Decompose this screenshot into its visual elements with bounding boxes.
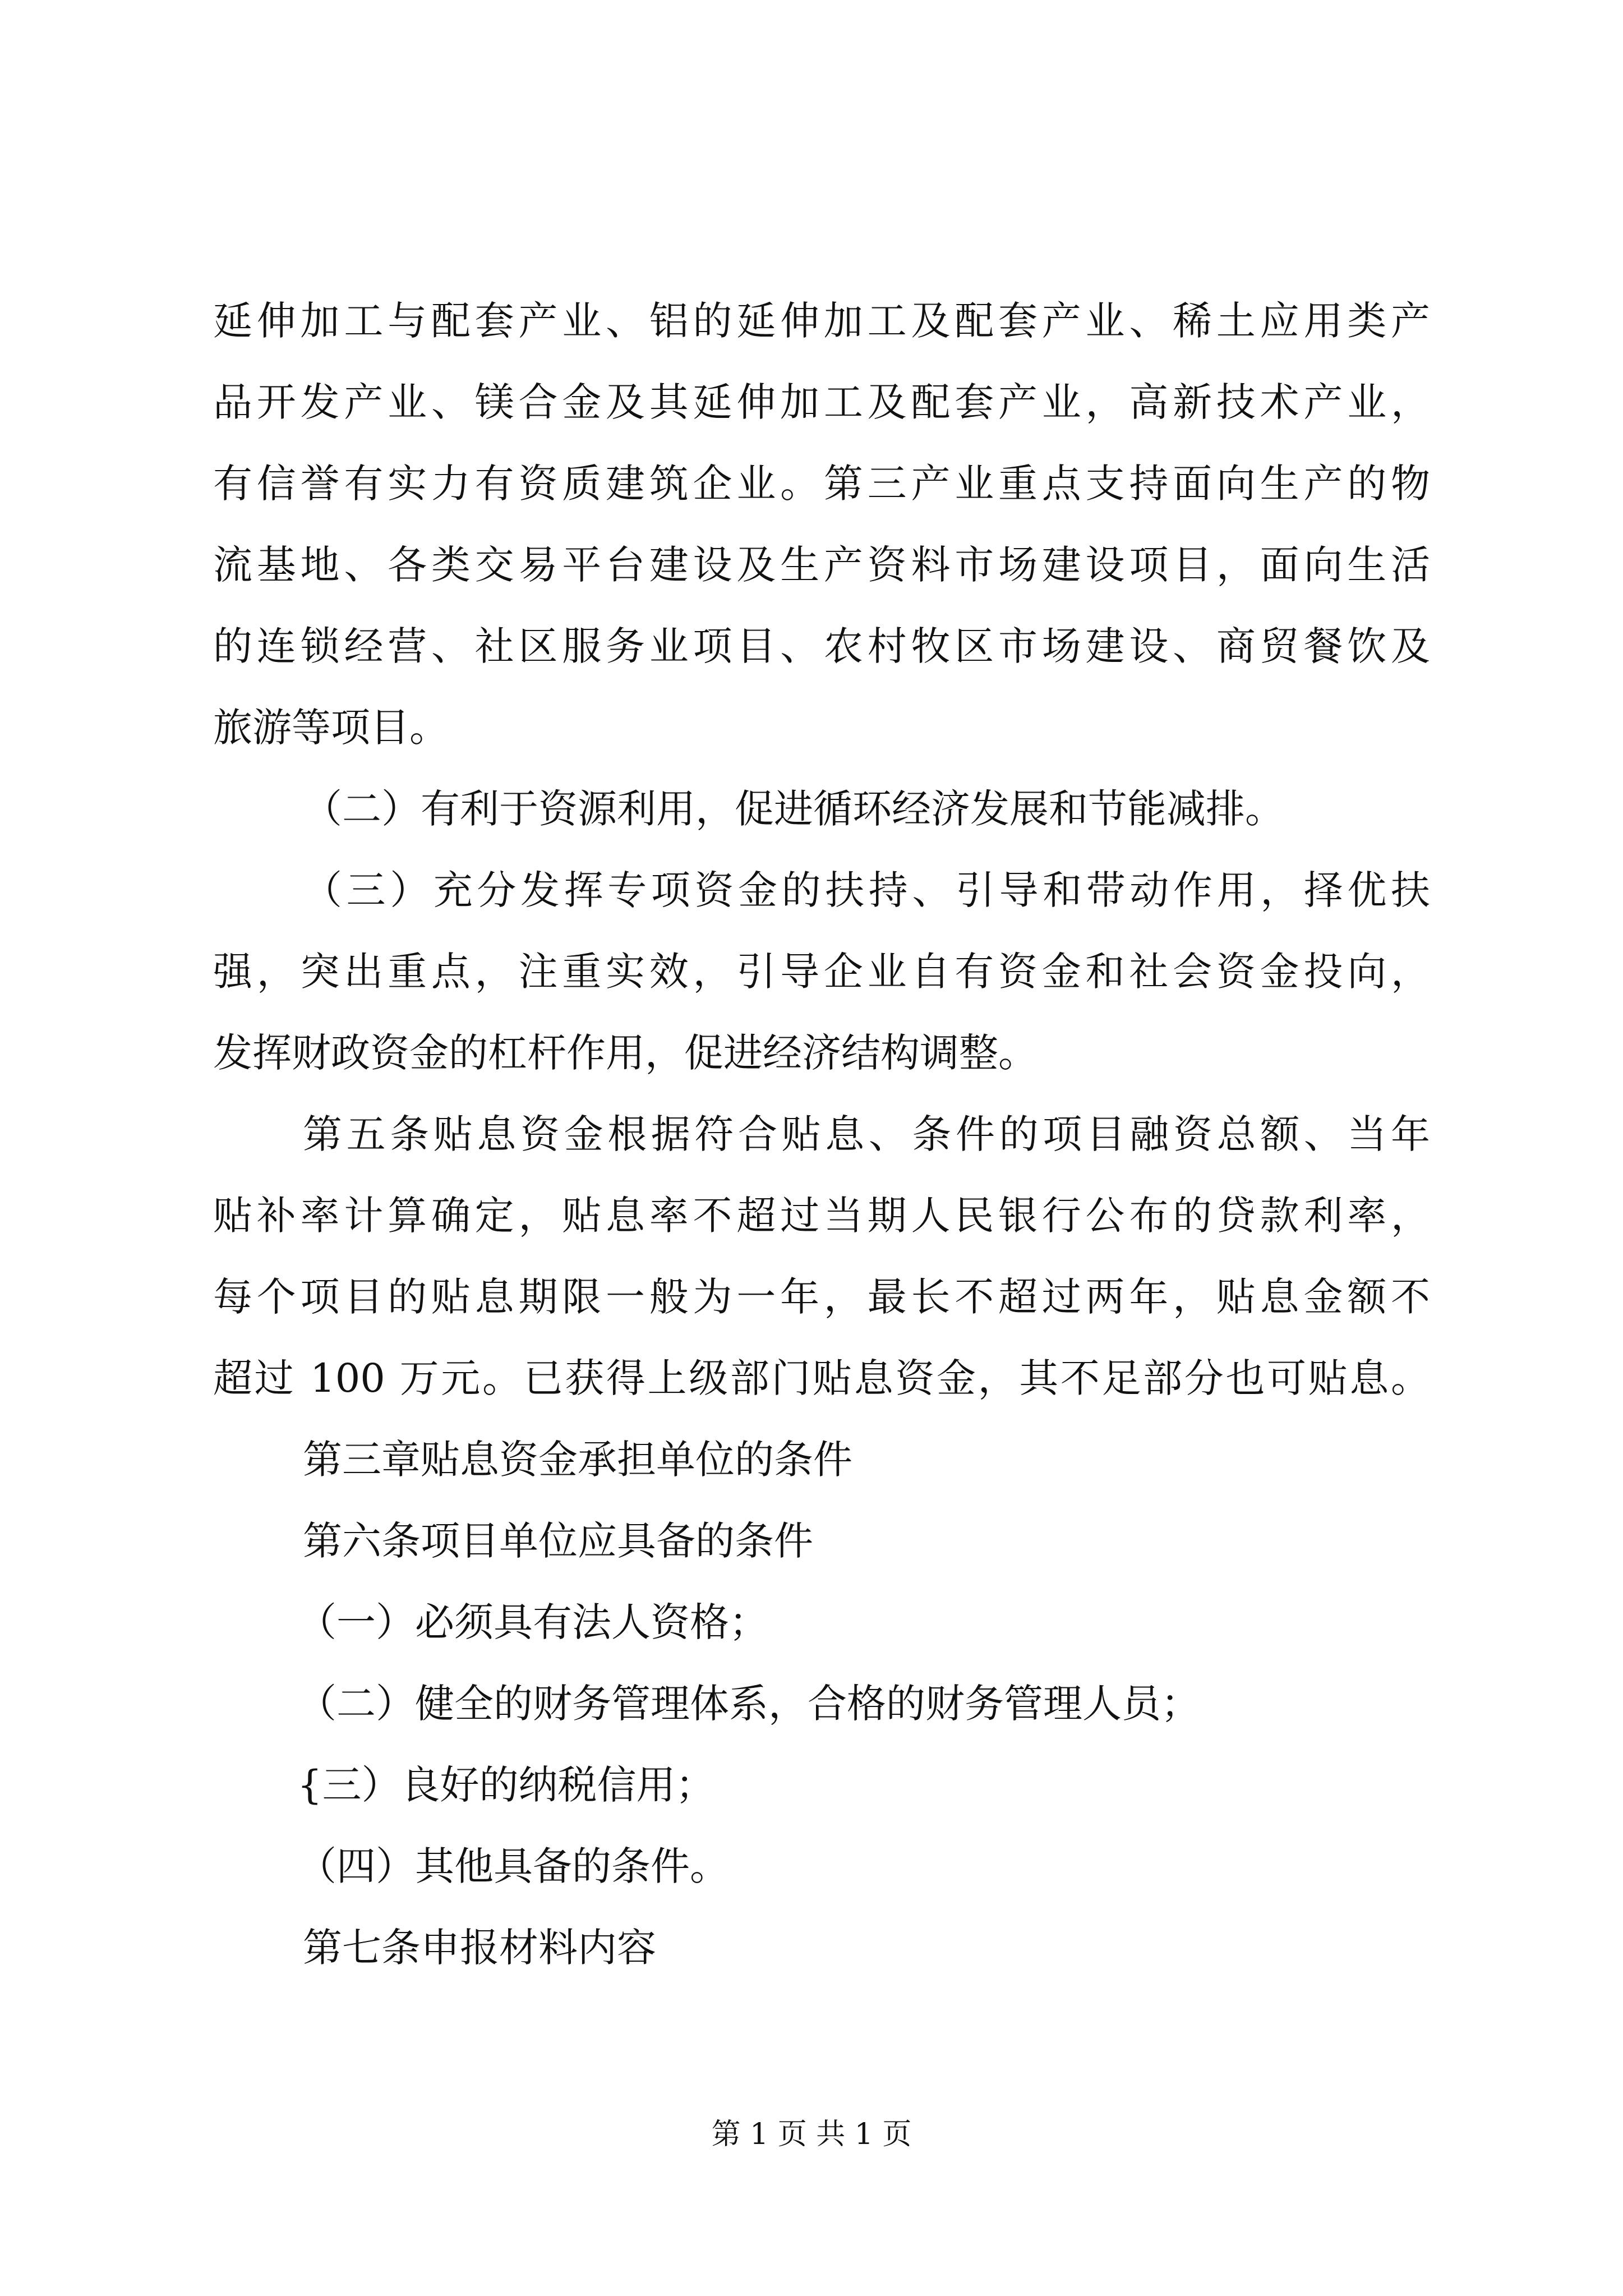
- page-number-label: 第 1 页 共 1 页: [711, 2118, 912, 2151]
- paragraph-line: 延伸加工与配套产业、铝的延伸加工及配套产业、稀土应用类产: [213, 298, 1430, 344]
- document-body: [213, 280, 1430, 1989]
- paragraph-line: 贴补率计算确定，贴息率不超过当期人民银行公布的贷款利率，: [213, 1193, 1430, 1239]
- paragraph-line: 发挥财政资金的杠杆作用，促进经济结构调整。: [213, 1030, 1038, 1076]
- paragraph-line: 的连锁经营、社区服务业项目、农村牧区市场建设、商贸餐饮及: [213, 623, 1430, 669]
- paragraph-line: 超过 100 万元。已获得上级部门贴息资金，其不足部分也可贴息。: [213, 1355, 1430, 1401]
- list-item: {三）良好的纳税信用；: [297, 1762, 715, 1808]
- list-item: （四）其他具备的条件。: [297, 1843, 729, 1889]
- chapter-heading: 第三章贴息资金承担单位的条件: [303, 1437, 852, 1483]
- paragraph-line: 每个项目的贴息期限一般为一年，最长不超过两年，贴息金额不: [213, 1274, 1430, 1320]
- paragraph-line: （三）充分发挥专项资金的扶持、引导和带动作用，择优扶: [303, 867, 1430, 913]
- paragraph-line: 有信誉有实力有资质建筑企业。第三产业重点支持面向生产的物: [213, 461, 1430, 507]
- paragraph-line: 强，突出重点，注重实效，引导企业自有资金和社会资金投向，: [213, 949, 1430, 995]
- article-heading: 第六条项目单位应具备的条件: [303, 1518, 813, 1564]
- paragraph-line: （二）有利于资源利用，促进循环经济发展和节能减排。: [303, 786, 1284, 832]
- paragraph-line: 品开发产业、镁合金及其延伸加工及配套产业，高新技术产业，: [213, 379, 1430, 425]
- article-heading: 第七条申报材料内容: [303, 1925, 656, 1971]
- page-footer: [0, 2115, 1623, 2154]
- paragraph-line: 流基地、各类交易平台建设及生产资料市场建设项目，面向生活: [213, 542, 1430, 588]
- list-item: （一）必须具有法人资格；: [297, 1599, 768, 1645]
- list-item: （二）健全的财务管理体系，合格的财务管理人员；: [297, 1681, 1200, 1727]
- paragraph-line: 旅游等项目。: [213, 705, 449, 751]
- paragraph-line: 第五条贴息资金根据符合贴息、条件的项目融资总额、当年: [303, 1111, 1430, 1157]
